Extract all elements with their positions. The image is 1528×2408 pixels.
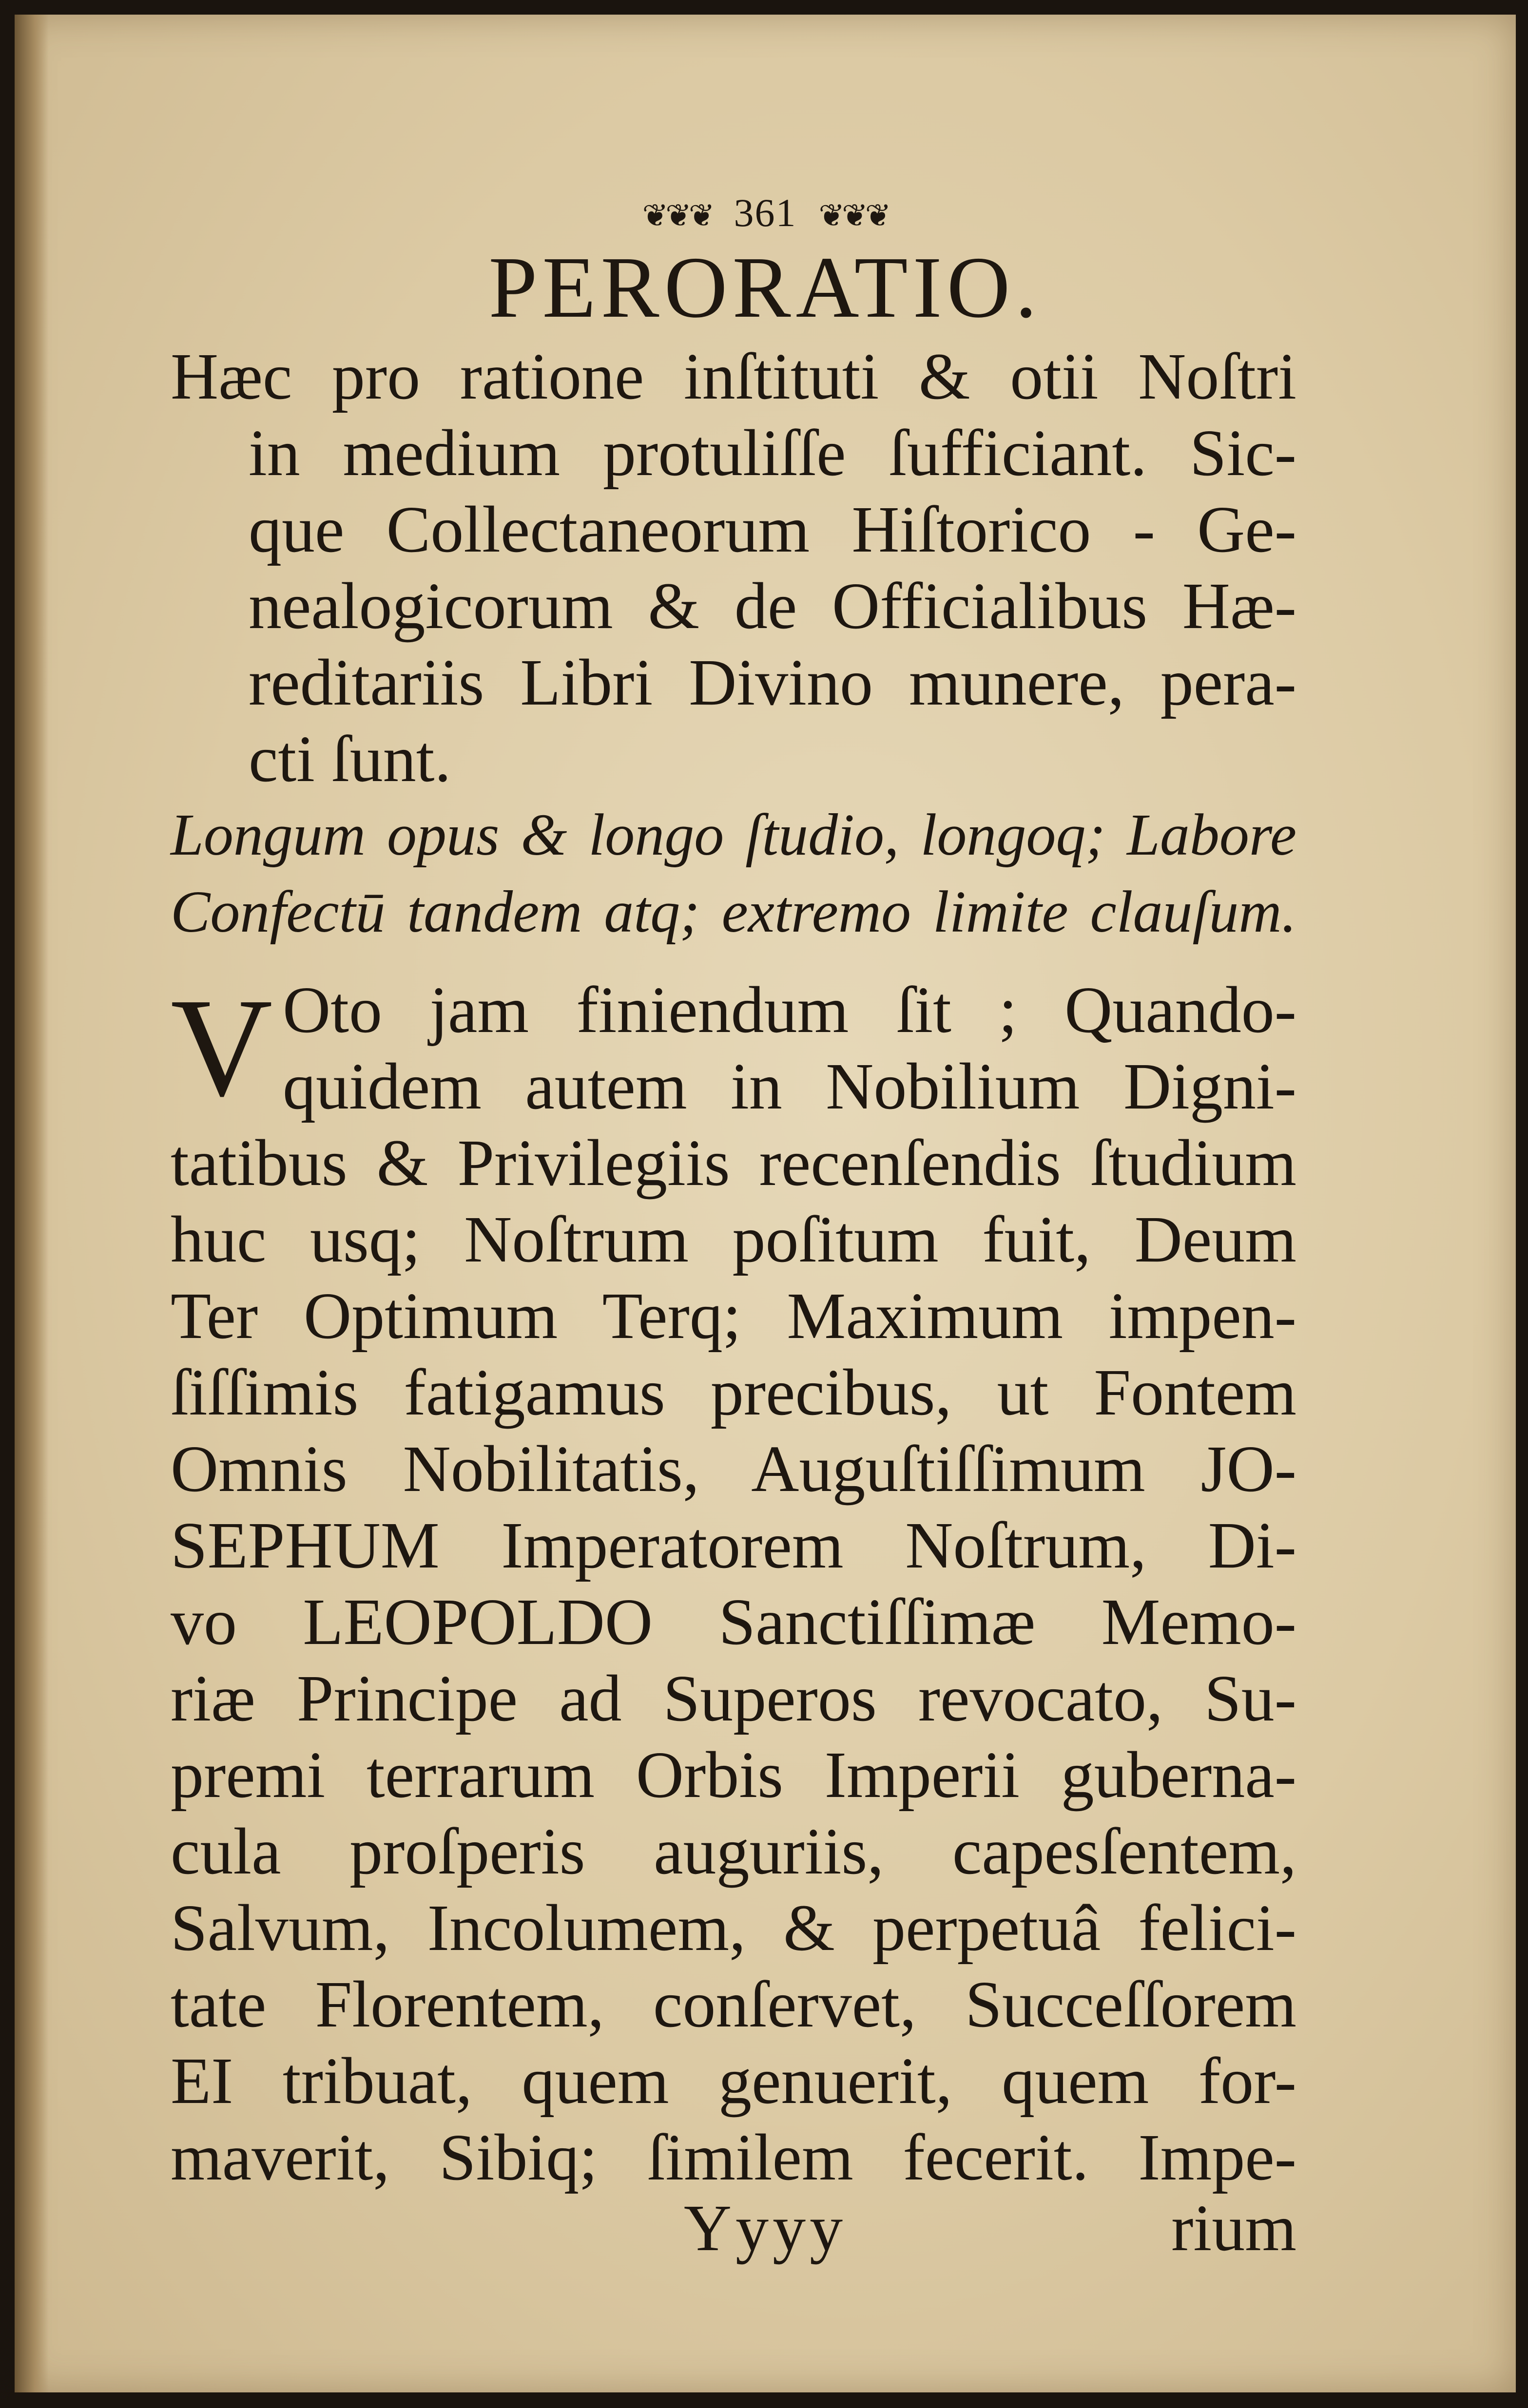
text-line: Hæc pro ratione inſtituti & otii Noſtri	[171, 340, 1296, 413]
text-line: Oto jam finiendum ſit ; Quando-	[283, 974, 1296, 1047]
text-line: vo LEOPOLDO Sanctiſſimæ Memo-	[171, 1586, 1296, 1659]
ornament-right-icon: ❦❦❦	[818, 198, 889, 233]
ornament-left-icon: ❦❦❦	[642, 198, 712, 233]
text-line: maverit, Sibiq; ſimilem fecerit. Impe-	[171, 2121, 1296, 2194]
text-line: ſiſſimis fatigamus precibus, ut Fontem	[171, 1356, 1296, 1429]
text-line: nealogicorum & de Officialibus Hæ-	[249, 570, 1296, 643]
text-line: EI tribuat, quem genuerit, quem for-	[171, 2045, 1296, 2118]
text-line: Ter Optimum Terq; Maximum impen-	[171, 1280, 1296, 1353]
page-number: 361	[734, 191, 797, 235]
paragraph-1	[171, 339, 1296, 798]
text-line: huc usq; Noſtrum poſitum fuit, Deum	[171, 1203, 1296, 1276]
page-gutter	[15, 15, 49, 2392]
text-line: Omnis Nobilitatis, Auguſtiſſimum JO-	[171, 1433, 1296, 1506]
text-line: SEPHUM Imperatorem Noſtrum, Di-	[171, 1509, 1296, 1582]
drop-cap: V	[171, 969, 273, 1126]
page-title: PERORATIO.	[488, 239, 1042, 336]
book-page	[15, 15, 1516, 2392]
text-line: in medium protuliſſe ſufficiant. Sic-	[249, 417, 1296, 490]
verse-line: Confectū tandem atq; extremo limite clauſum.	[171, 879, 1296, 945]
text-line: Salvum, Incolumem, & perpetuâ felici-	[171, 1892, 1296, 1965]
text-line: premi terrarum Orbis Imperii guberna-	[171, 1739, 1296, 1812]
text-line: cti ſunt.	[249, 723, 451, 796]
text-line: riæ Principe ad Superos revocato, Su-	[171, 1662, 1296, 1735]
text-line: cula proſperis auguriis, capesſentem,	[171, 1815, 1296, 1888]
page-header	[15, 190, 1516, 236]
text-line: tatibus & Privilegiis recenſendis ſtudium	[171, 1127, 1296, 1200]
catchword: rium	[1171, 2192, 1296, 2265]
verse-line: Longum opus & longo ſtudio, longoq; Labore	[171, 802, 1296, 868]
text-line: que Collectaneorum Hiſtorico - Ge-	[249, 493, 1296, 566]
text-line: reditariis Libri Divino munere, pera-	[249, 646, 1296, 719]
signature-mark: Yyyy	[683, 2192, 847, 2265]
text-line: quidem autem in Nobilium Digni-	[283, 1050, 1296, 1123]
paragraph-2	[171, 969, 1296, 2196]
verse-quote	[171, 797, 1296, 951]
text-line: tate Florentem, conſervet, Succeſſorem	[171, 1968, 1296, 2041]
